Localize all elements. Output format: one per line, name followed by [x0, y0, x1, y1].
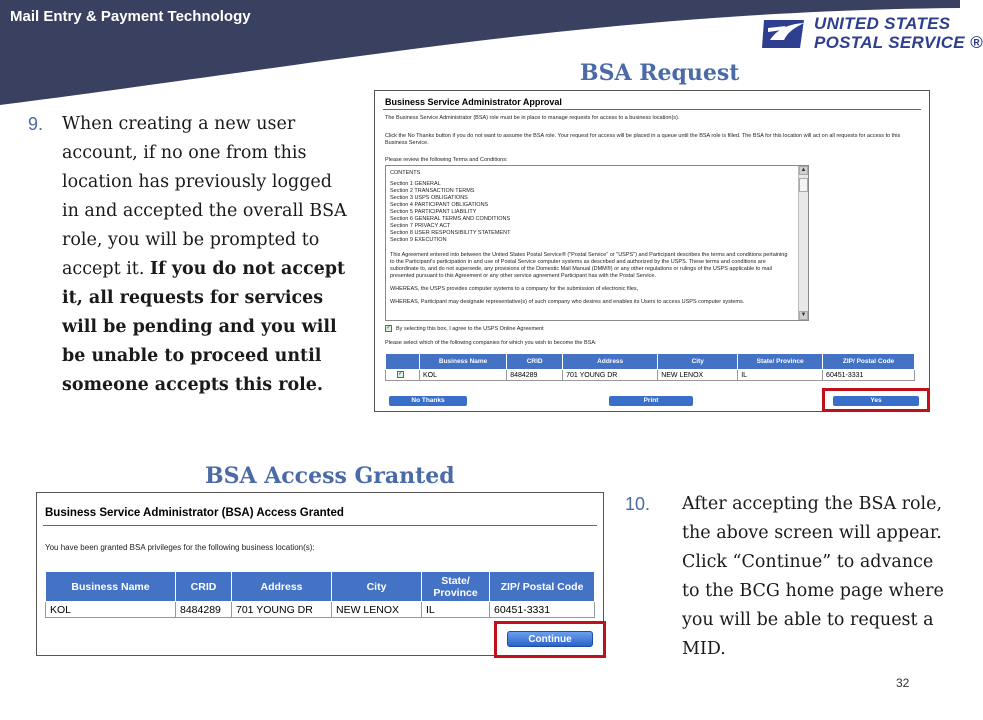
- usps-logo: [760, 14, 983, 54]
- bsa-approval-para-2: Click the No Thanks button if you do not want to assume the BSA role. Your request for access will be placed in a queue until the BSA role is filled. The BSA for this location will act on all requests for access to this Business Service.: [385, 133, 901, 146]
- step-10-number: 10.: [625, 494, 651, 514]
- scroll-down-icon[interactable]: ▼: [800, 312, 807, 318]
- bsa-request-screenshot: [374, 90, 930, 412]
- agree-row: [385, 325, 544, 332]
- select-company-prompt: Please select which of the following companies for which you wish to become the BSA:: [385, 340, 597, 346]
- whereas-2: WHEREAS, Participant may designate representative(s) of such company who desires and enables its Users to access USPS computer systems.: [390, 299, 745, 305]
- column-header: Address: [232, 572, 332, 602]
- column-header: State/ Province: [422, 572, 490, 602]
- column-header: Business Name: [46, 572, 176, 602]
- table-cell: 8484289: [176, 602, 232, 618]
- table-cell: NEW LENOX: [658, 370, 738, 381]
- section-item: Section 2 TRANSACTION TERMS: [390, 188, 475, 194]
- table-cell: 701 YOUNG DR: [232, 602, 332, 618]
- eagle-logo-icon: [760, 14, 808, 54]
- column-header: CRID: [507, 354, 563, 370]
- step-9-bold-text: If you do not accept it, all requests for services will be pending and you will be unable to proceed until someone accepts this role.: [62, 259, 346, 395]
- print-button[interactable]: Print: [609, 396, 693, 406]
- granted-location-table: [45, 571, 595, 618]
- bsa-approval-title: Business Service Administrator Approval: [385, 97, 562, 107]
- step-9-text: When creating a new user account, if no one from this location has previously logged in and accepted the overall BSA role, you will be prompted to accept it.: [62, 114, 347, 279]
- column-header: City: [658, 354, 738, 370]
- yes-highlight-frame: [822, 388, 930, 412]
- table-row: [386, 370, 915, 381]
- table-header-row: [386, 354, 915, 370]
- table-cell: 60451-3331: [823, 370, 915, 381]
- table-cell: 701 YOUNG DR: [563, 370, 658, 381]
- terms-scroll-box[interactable]: [385, 165, 809, 321]
- agree-checkbox-label: By selecting this box, I agree to the USPS Online Agreement: [396, 325, 544, 332]
- section-item: Section 1 GENERAL: [390, 181, 441, 187]
- bsa-approval-para-3: Please review the following Terms and Conditions:: [385, 157, 508, 163]
- section-item: Section 7 PRIVACY ACT: [390, 223, 451, 229]
- no-thanks-button[interactable]: No Thanks: [389, 396, 467, 406]
- step-10: [625, 490, 945, 664]
- row-select-cell: [386, 370, 420, 381]
- column-header-select: [386, 354, 420, 370]
- scroll-thumb[interactable]: [799, 178, 808, 192]
- table-cell: IL: [738, 370, 823, 381]
- bsa-approval-para-1: The Business Service Administrator (BSA) role must be in place to manage requests for access to a business location(s).: [385, 115, 680, 121]
- logo-line-1: UNITED STATES: [814, 14, 951, 33]
- column-header: State/ Province: [738, 354, 823, 370]
- yes-button[interactable]: Yes: [833, 396, 919, 406]
- title-divider: [383, 109, 921, 110]
- column-header: Business Name: [420, 354, 507, 370]
- table-row: [46, 602, 595, 618]
- row-checkbox[interactable]: ✓: [398, 371, 404, 378]
- continue-button[interactable]: Continue: [507, 631, 593, 647]
- section-item: Section 4 PARTICIPANT OBLIGATIONS: [390, 202, 489, 208]
- table-cell: 60451-3331: [490, 602, 595, 618]
- logo-line-2: POSTAL SERVICE ®: [814, 33, 983, 52]
- company-table: [385, 353, 915, 381]
- bsa-granted-message: You have been granted BSA privileges for the following business location(s):: [45, 543, 315, 552]
- agree-checkbox[interactable]: ✓: [386, 325, 392, 331]
- page-number: 32: [896, 676, 910, 690]
- title-divider: [43, 525, 597, 526]
- column-header: ZIP/ Postal Code: [823, 354, 915, 370]
- section-item: Section 5 PARTICIPANT LIABILITY: [390, 209, 477, 215]
- scroll-up-icon[interactable]: ▲: [800, 167, 807, 173]
- bsa-access-granted-heading: BSA Access Granted: [205, 463, 455, 489]
- column-header: City: [332, 572, 422, 602]
- section-item: Section 8 USER RESPONSIBILITY STATEMENT: [390, 230, 511, 236]
- table-cell: 8484289: [507, 370, 563, 381]
- agreement-text: This Agreement entered into between the United States Postal Service® ("Postal Service" or "USPS") and Participant describes the terms and conditions pertaining to the Participant's participation in and use of Postal Service computer systems as described and authorized by the USPS. These terms and conditions are subordinate to, and do not supersede, any provisions of the Domestic Mail Manual (DMM®) or any other regulations or rulings of the USPS applicable to mail presented pursuant to this Agreement or any other service agreement Participant has with the Postal Service.: [390, 252, 788, 279]
- column-header: CRID: [176, 572, 232, 602]
- section-item: Section 6 GENERAL TERMS AND CONDITIONS: [390, 216, 511, 222]
- bsa-granted-title: Business Service Administrator (BSA) Access Granted: [45, 507, 344, 519]
- section-item: Section 9 EXECUTION: [390, 237, 447, 243]
- terms-scrollbar[interactable]: [798, 166, 808, 320]
- step-9-number: 9.: [28, 114, 44, 134]
- step-9: [28, 110, 348, 400]
- column-header: ZIP/ Postal Code: [490, 572, 595, 602]
- bsa-request-heading: BSA Request: [580, 60, 740, 86]
- column-header: Address: [563, 354, 658, 370]
- table-cell: IL: [422, 602, 490, 618]
- whereas-1: WHEREAS, the USPS provides computer systems to a company for the submission of electronic files,: [390, 286, 639, 292]
- continue-highlight-frame: [494, 621, 606, 658]
- table-cell: KOL: [420, 370, 507, 381]
- table-header-row: [46, 572, 595, 602]
- table-cell: NEW LENOX: [332, 602, 422, 618]
- step-10-text: After accepting the BSA role, the above screen will appear. Click “Continue” to advance to the BCG home page where you will be able to request a MID.: [682, 494, 944, 659]
- contents-label: CONTENTS: [390, 170, 421, 176]
- header-title: Mail Entry & Payment Technology: [10, 8, 251, 25]
- section-item: Section 3 USPS OBLIGATIONS: [390, 195, 468, 201]
- table-cell: KOL: [46, 602, 176, 618]
